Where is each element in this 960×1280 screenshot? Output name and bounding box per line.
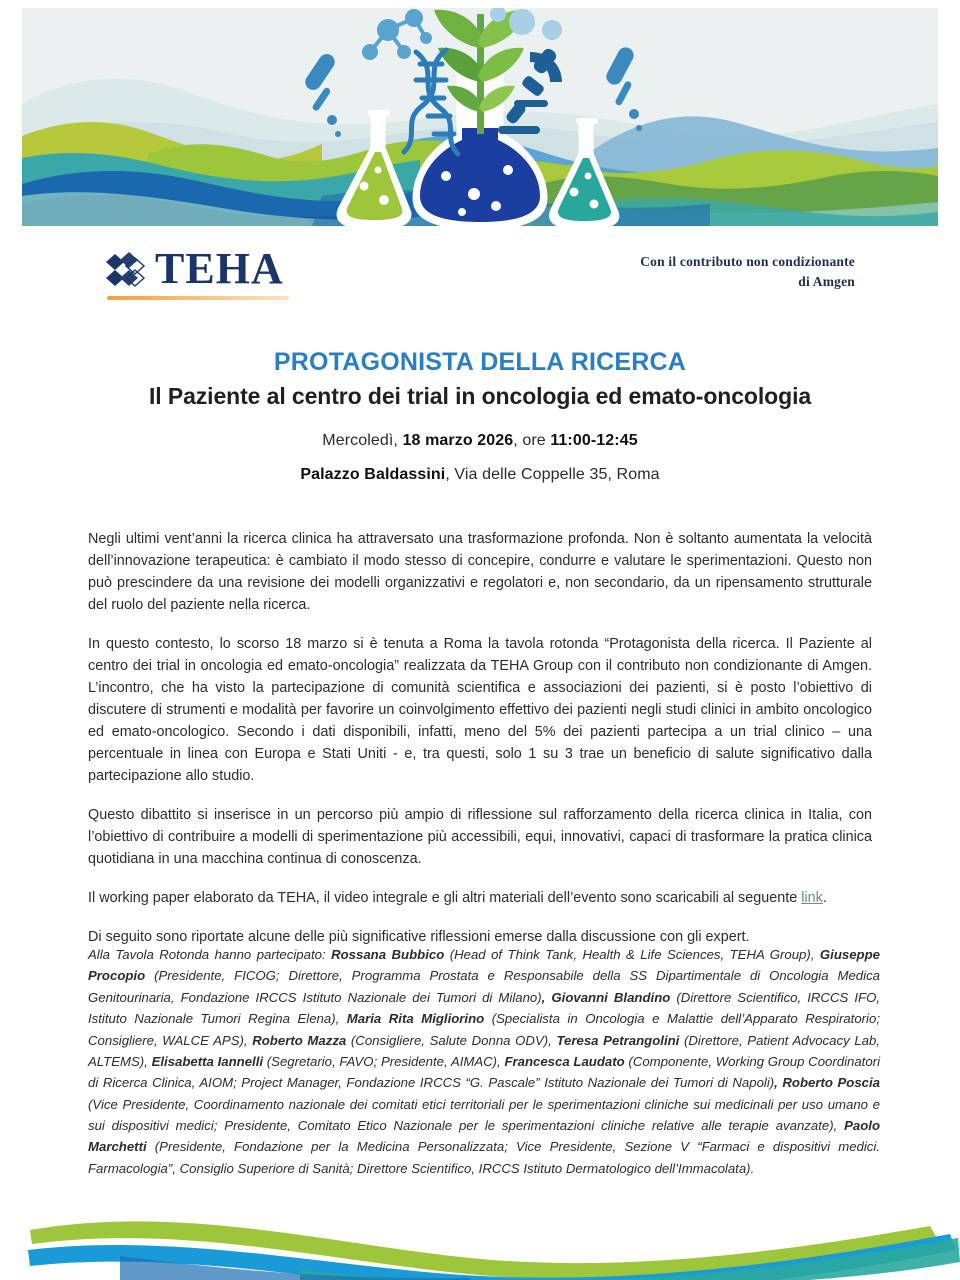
event-date: 18 marzo 2026 [402, 432, 514, 449]
footer-wave-artwork [0, 1210, 960, 1280]
logo-row [0, 240, 960, 310]
participant-name: Maria Rita Migliorino [346, 1011, 485, 1027]
title-block [0, 348, 960, 410]
participant-name: , Roberto Poscia [774, 1075, 880, 1091]
event-venue-address: , Via delle Coppelle 35, Roma [445, 466, 660, 483]
paragraph-2: In questo contesto, lo scorso 18 marzo si è tenuta a Roma la tavola rotonda “Protagonista della ricerca. Il Paziente al centro dei trial in oncologia ed emato-oncologia” realizzata da TEHA Group con il contributo non condizionante di Amgen. L’incontro, che ha visto la partecipazione di comunità scientifica e associazioni dei pazienti, si è posto l’obiettivo di discutere di strumenti e modalità per favorire un coinvolgimento effettivo dei pazienti negli studi clinici in ambito oncologico ed emato-oncologico. Secondo i dati disponibili, infatti, meno del 5% dei pazienti partecipa a un trial clinico – una percentuale in linea con Europa e Stati Uniti - e, tra questi, solo 1 su 3 trae un beneficio di salute significativo dalla partecipazione allo studio. [88, 636, 872, 785]
participants-entries [88, 947, 880, 1176]
teha-logo-underline [107, 296, 289, 300]
participant-name: Roberto Mazza [252, 1032, 347, 1048]
event-venue-name: Palazzo Baldassini [300, 466, 446, 483]
participant-role: (Head of Think Tank, Health & Life Sciences, TEHA Group), [444, 947, 820, 962]
participants-list [88, 944, 880, 1179]
footer-wave-decoration [0, 1210, 960, 1280]
paragraph-1: Negli ultimi vent’anni la ricerca clinica ha attraversato una trasformazione profonda. Non è soltanto aumentata la velocità dell’innovazione terapeutica: è cambiato il modo stesso di concepire, condurre e valutare le sperimentazioni. Questo non può prescindere da una revisione dei modelli organizzativi e regolatori e, non secondario, da un ripensamento strutturale del ruolo del paziente nella ricerca. [88, 531, 872, 614]
paragraph-4-text-before: Il working paper elaborato da TEHA, il video integrale e gli altri materiali dell’evento sono scaricabili al seguente [88, 890, 802, 907]
participant-role: (Componente, Working Group Coordinatori di Ricerca Clinica, AIOM; Project Manager, Fondazione IRCCS “G. Pascale” Istituto Nazionale dei Tumori di Napoli) [88, 1053, 881, 1091]
event-time: 11:00-12:45 [550, 432, 638, 449]
article-body [88, 528, 872, 949]
participant-role: (Direttore, Patient Advocacy Lab, ALTEMS), [88, 1032, 880, 1069]
participant-role: (Specialista in Oncologia e Malattie dell’Apparato Respiratorio; Consigliere, WALCE APS), [88, 1011, 880, 1048]
materials-link[interactable]: link [801, 890, 823, 907]
event-time-prefix: , ore [513, 432, 551, 449]
participant-name: Elisabetta Iannelli [151, 1053, 264, 1069]
participant-role: (Presidente, Fondazione per la Medicina Personalizzata; Vice Presidente, Sezione V “Farmaci e dispositivi medici. Farmacologia”, Consiglio Superiore di Sanità; Direttore Scientifico, IRCCS Istituto Dermatologico dell’Immacolata). [88, 1139, 880, 1176]
paragraph-5: Di seguito sono riportate alcune delle più significative riflessioni emerse dalla discussione con gli expert. [88, 929, 750, 946]
participant-name: Francesca Laudato [504, 1053, 625, 1069]
paragraph-3: Questo dibattito si inserisce in un percorso più ampio di riflessione sul rafforzamento della ricerca clinica in Italia, con l’obiettivo di contribuire a modelli di sperimentazione più accessibili, equi, innovativi, capaci di trasformare la pratica clinica quotidiana in una macchina continua di conoscenza. [88, 807, 872, 868]
event-meta-block [0, 432, 960, 500]
event-venue [0, 466, 960, 484]
event-date-prefix: Mercoledì, [322, 432, 403, 449]
page-title: PROTAGONISTA DELLA RICERCA [273, 348, 687, 376]
header-banner-illustration [22, 8, 938, 226]
paragraph-4 [88, 887, 872, 909]
contribution-line-2: di Amgen [798, 273, 855, 289]
participant-name: Giuseppe Procopio [88, 947, 880, 984]
event-datetime [0, 432, 960, 450]
participant-name: Rossana Bubbico [331, 947, 445, 962]
participant-name: Paolo Marchetti [88, 1118, 880, 1155]
participant-role: (Vice Presidente, Coordinamento nazionale dei comitati etici territoriali per le sperimentazioni cliniche sui medicinali per uso umano e sui dispositivi medici; Presidente, Comitato Etico Nazionale per le sperimentazioni cliniche relative alle terapie avanzate), [88, 1096, 880, 1133]
participant-role: (Presidente, FICOG; Direttore, Programma Prostata e Responsabile della SS Dipartimentale di Oncologia Medica Genitourinaria, Fondazione IRCCS Istituto Nazionale dei Tumori di Milano) [88, 968, 880, 1005]
participant-role: (Consigliere, Salute Donna ODV), [346, 1032, 557, 1048]
paragraph-4-text-after: . [822, 890, 827, 907]
participant-role: (Direttore Scientifico, IRCCS IFO, Istituto Nazionale Tumori Regina Elena), [88, 989, 880, 1027]
teha-diamond-mark-icon [105, 250, 149, 290]
teha-wordmark: TEHA [155, 244, 284, 293]
participant-name: Teresa Petrangolini [556, 1032, 680, 1048]
page-subtitle: Il Paziente al centro dei trial in oncologia ed emato-oncologia [148, 383, 812, 409]
banner-artwork [22, 8, 938, 226]
teha-logo [105, 244, 284, 293]
contribution-note [640, 252, 855, 291]
contribution-line-1: Con il contributo non condizionante [640, 254, 855, 269]
participant-role: (Segretario, FAVO; Presidente, AIMAC), [263, 1053, 505, 1069]
participants-intro: Alla Tavola Rotonda hanno partecipato: [88, 947, 332, 962]
participant-name: , Giovanni Blandino [541, 989, 671, 1005]
